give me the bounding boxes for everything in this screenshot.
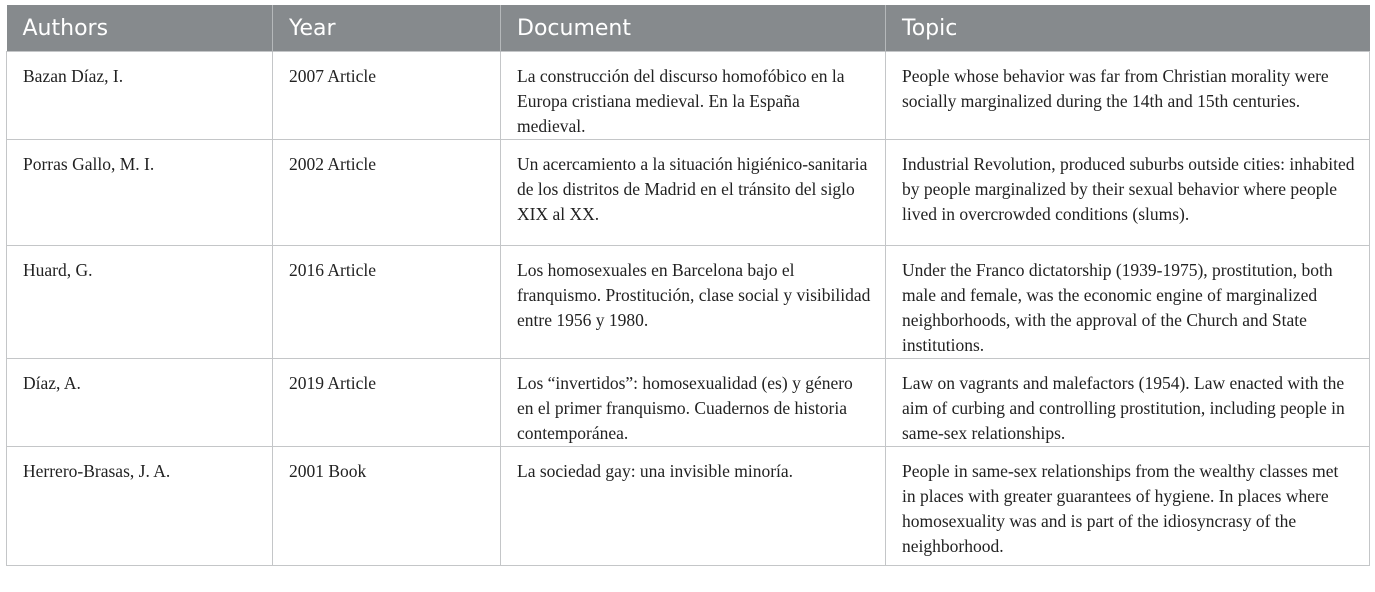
cell-document: Un acercamiento a la situación higiénico-sanitaria de los distritos de Madrid en el tránsito del siglo XIX al XX. xyxy=(501,140,886,246)
cell-document: La sociedad gay: una invisible minoría. xyxy=(501,447,886,566)
cell-document: Los “invertidos”: homosexualidad (es) y género en el primer franquismo. Cuadernos de historia contemporánea. xyxy=(501,359,886,447)
cell-year: 2001 Book xyxy=(273,447,501,566)
cell-authors: Bazan Díaz, I. xyxy=(7,52,273,140)
cell-authors: Porras Gallo, M. I. xyxy=(7,140,273,246)
table-header-row xyxy=(7,5,1370,52)
table-row xyxy=(7,246,1370,359)
cell-topic: Industrial Revolution, produced suburbs outside cities: inhabited by people marginalized by their sexual behavior where people lived in overcrowded conditions (slums). xyxy=(886,140,1370,246)
cell-topic: Under the Franco dictatorship (1939-1975), prostitution, both male and female, was the economic engine of marginalized neighborhoods, with the approval of the Church and State institutions. xyxy=(886,246,1370,359)
table-row xyxy=(7,359,1370,447)
table-row xyxy=(7,140,1370,246)
cell-year: 2019 Article xyxy=(273,359,501,447)
cell-year: 2016 Article xyxy=(273,246,501,359)
table-row xyxy=(7,52,1370,140)
cell-authors: Díaz, A. xyxy=(7,359,273,447)
cell-topic: People in same-sex relationships from the wealthy classes met in places with greater guarantees of hygiene. In places where homosexuality was and is part of the idiosyncrasy of the neighborhood. xyxy=(886,447,1370,566)
cell-authors: Huard, G. xyxy=(7,246,273,359)
header-authors: Authors xyxy=(7,5,273,52)
cell-year: 2007 Article xyxy=(273,52,501,140)
references-table xyxy=(6,5,1370,566)
cell-topic: Law on vagrants and malefactors (1954). Law enacted with the aim of curbing and controlling prostitution, including people in same-sex relationships. xyxy=(886,359,1370,447)
header-document: Document xyxy=(501,5,886,52)
cell-authors: Herrero-Brasas, J. A. xyxy=(7,447,273,566)
table-row xyxy=(7,447,1370,566)
cell-year: 2002 Article xyxy=(273,140,501,246)
cell-document: La construcción del discurso homofóbico en la Europa cristiana medieval. En la España medieval. xyxy=(501,52,886,140)
cell-topic: People whose behavior was far from Christian morality were socially marginalized during the 14th and 15th centuries. xyxy=(886,52,1370,140)
header-topic: Topic xyxy=(886,5,1370,52)
header-year: Year xyxy=(273,5,501,52)
cell-document: Los homosexuales en Barcelona bajo el franquismo. Prostitución, clase social y visibilidad entre 1956 y 1980. xyxy=(501,246,886,359)
